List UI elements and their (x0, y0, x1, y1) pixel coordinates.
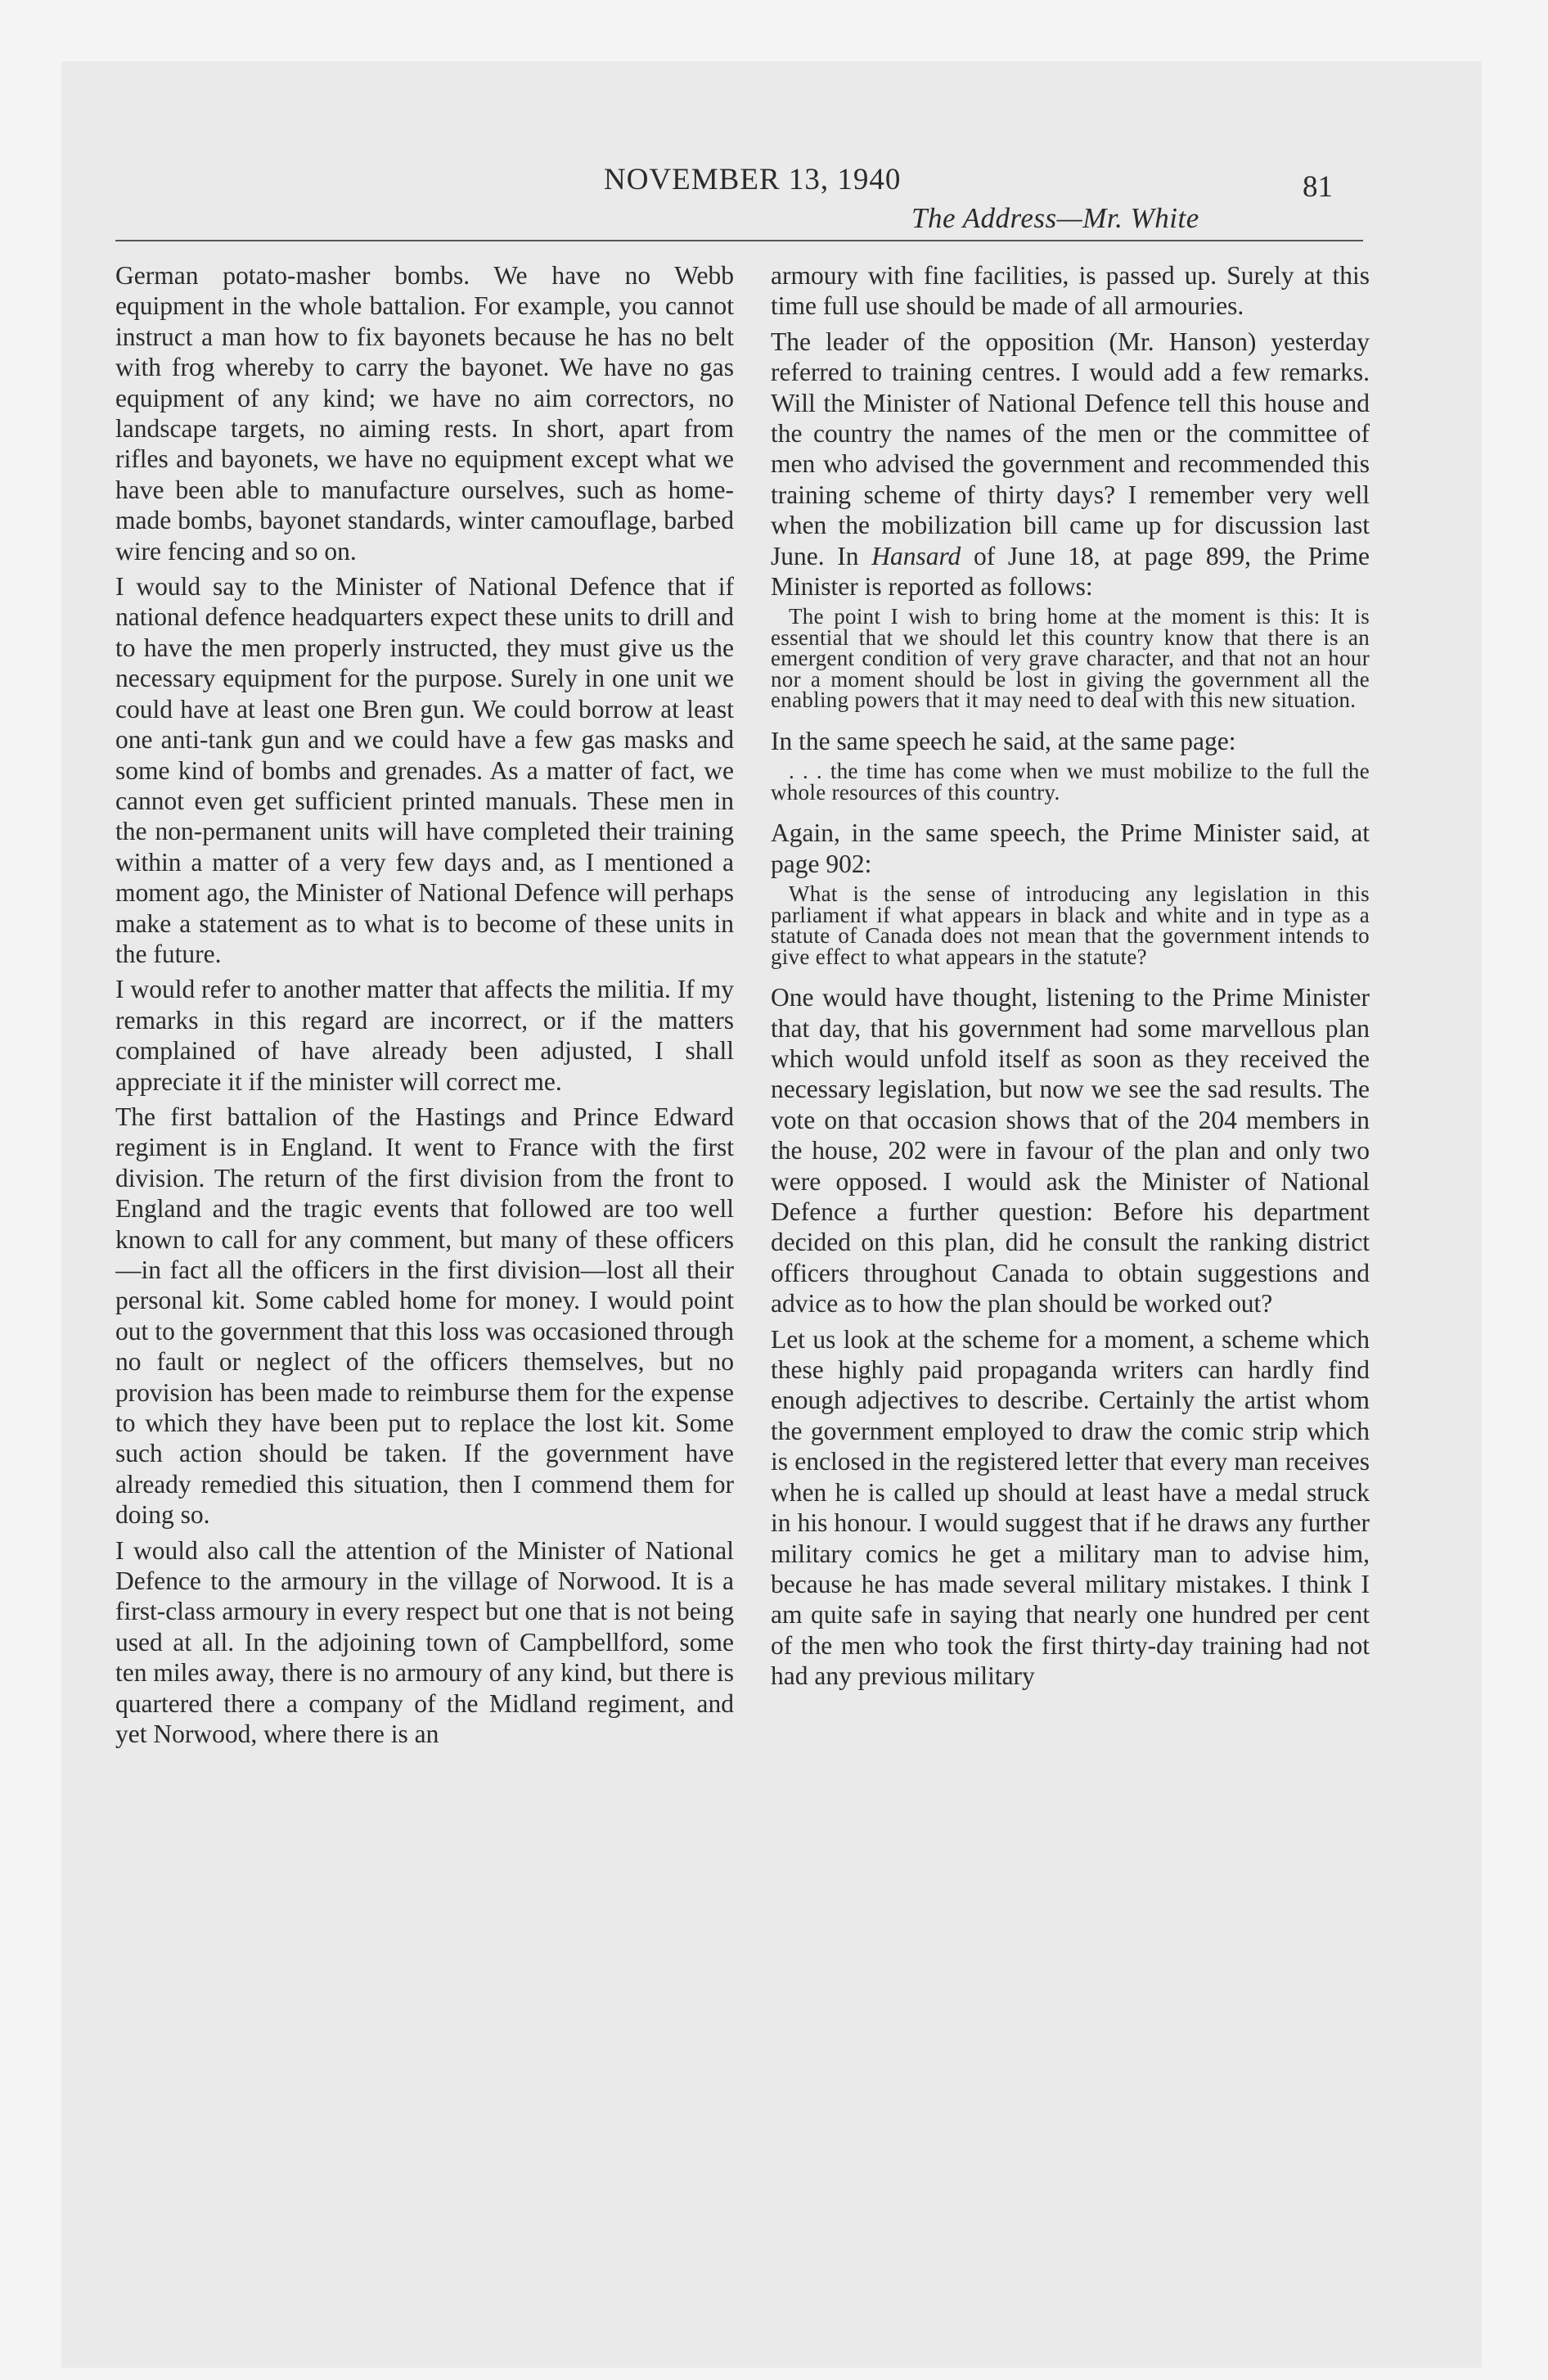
paragraph: The first battalion of the Hastings and Prince Edward regiment is in England. It went to France with the first division. The return of the first division from the front to England and the tragic events that followed are too well known to call for any comment, but many of these officers—in fact all the officers in the first division—lost all their personal kit. Some cabled home for money. I would point out to the government that this loss was occasioned through no fault or neglect of the officers themselves, but no provision has been made to reimburse them for the expense to which they have been put to replace the lost kit. Some such action should be taken. If the government have already remedied this situation, then I commend them for doing so. (115, 1102, 734, 1530)
block-quote: . . . the time has come when we must mobilize to the full the whole resources of this country. (771, 759, 1370, 805)
paragraph: Let us look at the scheme for a moment, a scheme which these highly paid propaganda writers can hardly find enough adjectives to describe. Certainly the artist whom the government employed to draw the comic strip which is enclosed in the registered letter that every man receives when he is called up should at least have a medal struck in his honour. I would suggest that if he draws any further military comics he get a military man to advise him, because he has made several military mistakes. I think I am quite safe in saying that nearly one hundred per cent of the men who took the first thirty-day training had not had any previous military (771, 1324, 1370, 1691)
paragraph: Again, in the same speech, the Prime Minister said, at page 902: (771, 818, 1370, 878)
paragraph: I would say to the Minister of National Defence that if national defence headquarters expect these units to drill and to have the men properly instructed, they must give us the necessary equipment for the purpose. Surely in one unit we could have at least one Bren gun. We could borrow at least one anti-tank gun and we could have a few gas masks and some kind of bombs and grenades. As a matter of fact, we cannot even get sufficient printed manuals. These men in the non-permanent units will have completed their training within a matter of a very few days and, as I mentioned a moment ago, the Minister of National Defence will perhaps make a statement as to what is to become of these units in the future. (115, 572, 734, 968)
paragraph (771, 327, 1370, 602)
paragraph-text: of June 18, at page 899, the Prime Minister is reported as follows: (771, 541, 1370, 602)
paragraph: armoury with fine facilities, is passed up. Surely at this time full use should be made of all armouries. (771, 261, 1370, 321)
paragraph: I would refer to another matter that affects the militia. If my remarks in this regard are incorrect, or if the matters complained of have already been adjusted, I shall appreciate it if the minister will correct me. (115, 975, 734, 1096)
paragraph: In the same speech he said, at the same page: (771, 726, 1236, 755)
paragraph: I would also call the attention of the Minister of National Defence to the armoury in the village of Norwood. It is a first-class armoury in every respect but one that is not being used at all. In the adjoining town of Campbellford, some ten miles away, there is no armoury of any kind, but there is quartered there a company of the Midland regiment, and yet Norwood, where there is an (115, 1535, 734, 1749)
block-quote: The point I wish to bring home at the moment is this: It is essential that we should let this country know that there is an emergent condition of very grave character, and that not an hour nor a moment should be lost in giving the government all the enabling powers that it may need to deal with this new situation. (771, 604, 1370, 713)
header-subtitle: The Address—Mr. White (911, 202, 1199, 234)
block-quote: What is the sense of introducing any legislation in this parliament if what appears in black and white and in type as a statute of Canada does not mean that the government intends to give effect to what appears in the statute? (771, 881, 1370, 969)
paragraph: German potato-masher bombs. We have no Webb equipment in the whole battalion. For example, you cannot instruct a man how to fix bayonets because he has no belt with frog whereby to carry the bayonet. We have no gas equipment of any kind; we have no aim correctors, no landscape targets, no aiming rests. In short, apart from rifles and bayonets, we have no equipment except what we have been able to manufacture ourselves, such as home-made bombs, bayonet standards, winter camouflage, barbed wire fencing and so on. (115, 261, 734, 566)
left-column (115, 260, 734, 2323)
page-number: 81 (1303, 170, 1333, 204)
right-column (771, 260, 1370, 2323)
header-rule (115, 240, 1363, 241)
paragraph: One would have thought, listening to the Prime Minister that day, that his government had some marvellous plan which would unfold itself as soon as they received the necessary legislation, but now we see the sad results. The vote on that occasion shows that of the 204 members in the house, 202 were in favour of the plan and only two were opposed. I would ask the Minister of National Defence a further question: Before his department decided on this plan, did he consult the ranking district officers throughout Canada to obtain suggestions and advice as to how the plan should be worked out? (771, 983, 1370, 1318)
paragraph-text: The leader of the opposition (Mr. Hanson) yesterday referred to training centres. I would add a few remarks. Will the Minister of National Defence tell this house and the country the names of the men or the committee of men who advised the government and recommended this training scheme of thirty days? I remember very well when the mobilization bill came up for discussion last June. In (771, 327, 1370, 570)
hansard-citation: Hansard (871, 541, 961, 570)
header-date: NOVEMBER 13, 1940 (604, 163, 902, 196)
